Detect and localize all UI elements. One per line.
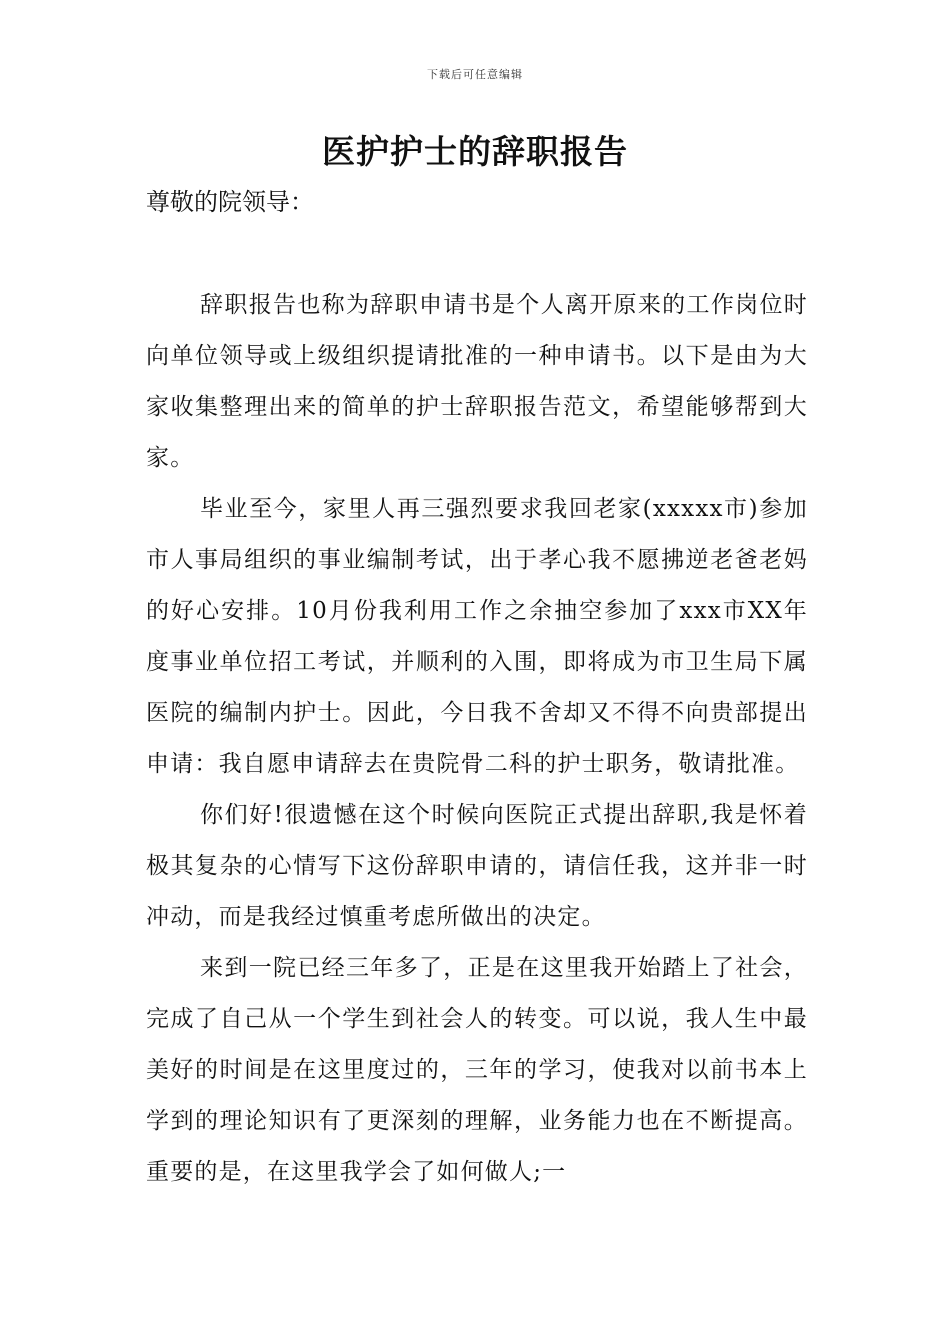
paragraph: 你们好!很遗憾在这个时候向医院正式提出辞职,我是怀着极其复杂的心情写下这份辞职申请的，请信任我，这并非一时冲动，而是我经过慎重考虑所做出的决定。 xyxy=(146,802,808,930)
document-body xyxy=(146,280,808,1198)
header-note: 下载后可任意编辑 xyxy=(427,68,523,81)
salutation: 尊敬的院领导： xyxy=(146,188,314,216)
paragraph: 来到一院已经三年多了，正是在这里我开始踏上了社会，完成了自己从一个学生到社会人的转变。可以说，我人生中最美好的时间是在这里度过的，三年的学习，使我对以前书本上学到的理论知识有了更深刻的理解，业务能力也在不断提高。重要的是，在这里我学会了如何做人;一 xyxy=(146,955,808,1185)
paragraph: 毕业至今，家里人再三强烈要求我回老家(xxxxx市)参加市人事局组织的事业编制考试，出于孝心我不愿拂逆老爸老妈的好心安排。10月份我利用工作之余抽空参加了xxx市XX年度事业单位招工考试，并顺利的入围，即将成为市卫生局下属医院的编制内护士。因此，今日我不舍却又不得不向贵部提出申请：我自愿申请辞去在贵院骨二科的护士职务，敬请批准。 xyxy=(146,496,808,777)
document-title: 医护护士的辞职报告 xyxy=(322,132,628,171)
paragraph: 辞职报告也称为辞职申请书是个人离开原来的工作岗位时向单位领导或上级组织提请批准的一种申请书。以下是由为大家收集整理出来的简单的护士辞职报告范文，希望能够帮到大家。 xyxy=(146,292,808,471)
